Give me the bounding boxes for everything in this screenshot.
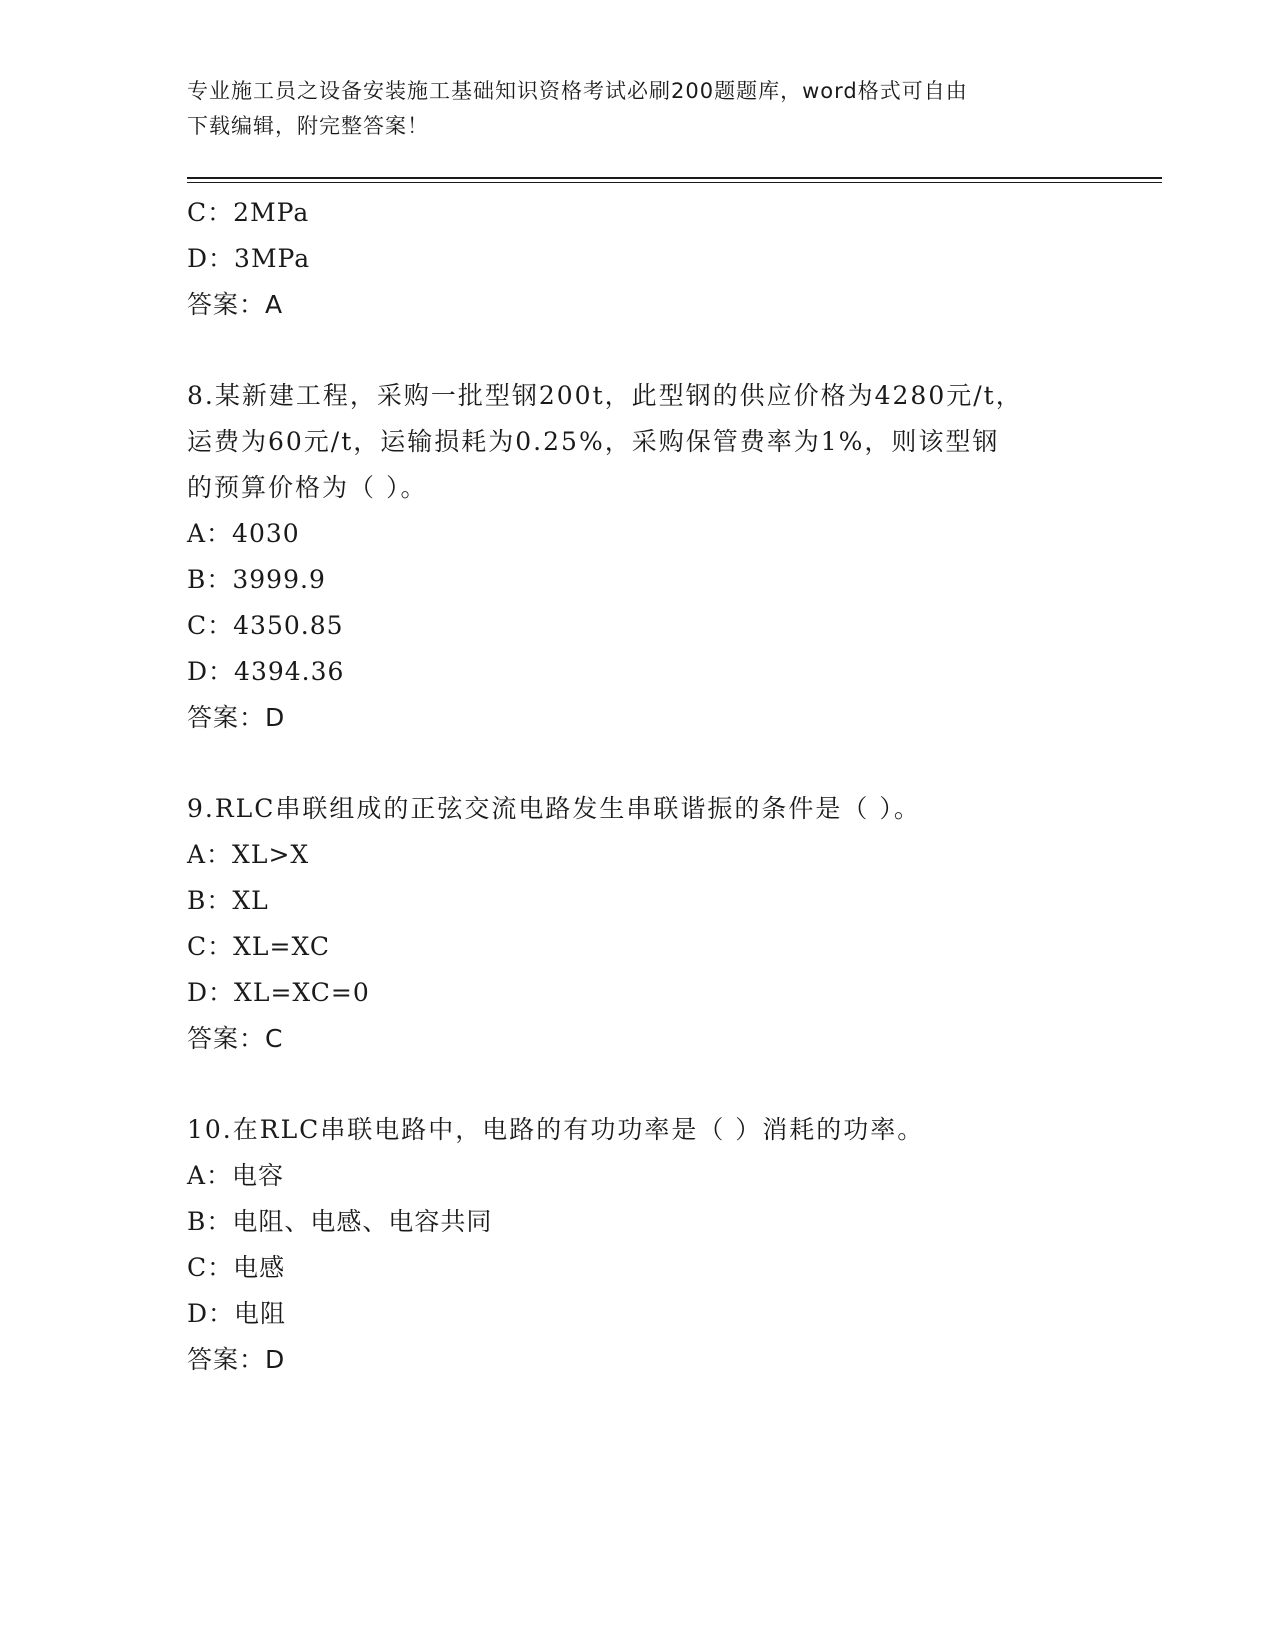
previous-question-tail: [187, 190, 1087, 328]
question-stem-line: 10.在RLC串联电路中，电路的有功功率是（ ）消耗的功率。: [187, 1115, 925, 1144]
header-title-line-1: 专业施工员之设备安装施工基础知识资格考试必刷200题题库，word格式可自由: [187, 79, 968, 103]
header-divider-thick: [187, 177, 1162, 179]
option-a: A：电容: [187, 1161, 285, 1190]
option-a: A：XL>X: [187, 840, 310, 869]
option-d: D：电阻: [187, 1299, 287, 1328]
question-stem-line: 9.RLC串联组成的正弦交流电路发生串联谐振的条件是（ ）。: [187, 794, 921, 823]
option-b: B：3999.9: [187, 565, 326, 594]
option-b: B：电阻、电感、电容共同: [187, 1207, 493, 1236]
option-c: C：2MPa: [187, 198, 310, 227]
option-a: A：4030: [187, 519, 300, 548]
question-8: [187, 373, 1087, 741]
answer-line: 答案：D: [187, 703, 286, 732]
option-b: B：XL: [187, 886, 269, 915]
option-d: D：XL=XC=0: [187, 978, 370, 1007]
option-c: C：4350.85: [187, 611, 344, 640]
question-9: [187, 786, 1087, 1062]
option-c: C：XL=XC: [187, 932, 330, 961]
option-d: D：3MPa: [187, 244, 311, 273]
header-title-line-2: 下载编辑，附完整答案！: [187, 114, 429, 138]
question-stem-line: 运费为60元/t，运输损耗为0.25%，采购保管费率为1%，则该型钢: [187, 427, 1000, 456]
question-10: [187, 1107, 1087, 1383]
answer-line: 答案：A: [187, 290, 284, 319]
question-stem-line: 8.某新建工程，采购一批型钢200t，此型钢的供应价格为4280元/t，: [187, 381, 1023, 410]
option-d: D：4394.36: [187, 657, 345, 686]
answer-line: 答案：C: [187, 1024, 284, 1053]
option-c: C：电感: [187, 1253, 286, 1282]
question-list: [187, 190, 1087, 1383]
document-header: [187, 74, 1087, 144]
question-stem-line: 的预算价格为（ ）。: [187, 473, 428, 502]
answer-line: 答案：D: [187, 1345, 286, 1374]
header-divider-thin: [187, 182, 1162, 183]
